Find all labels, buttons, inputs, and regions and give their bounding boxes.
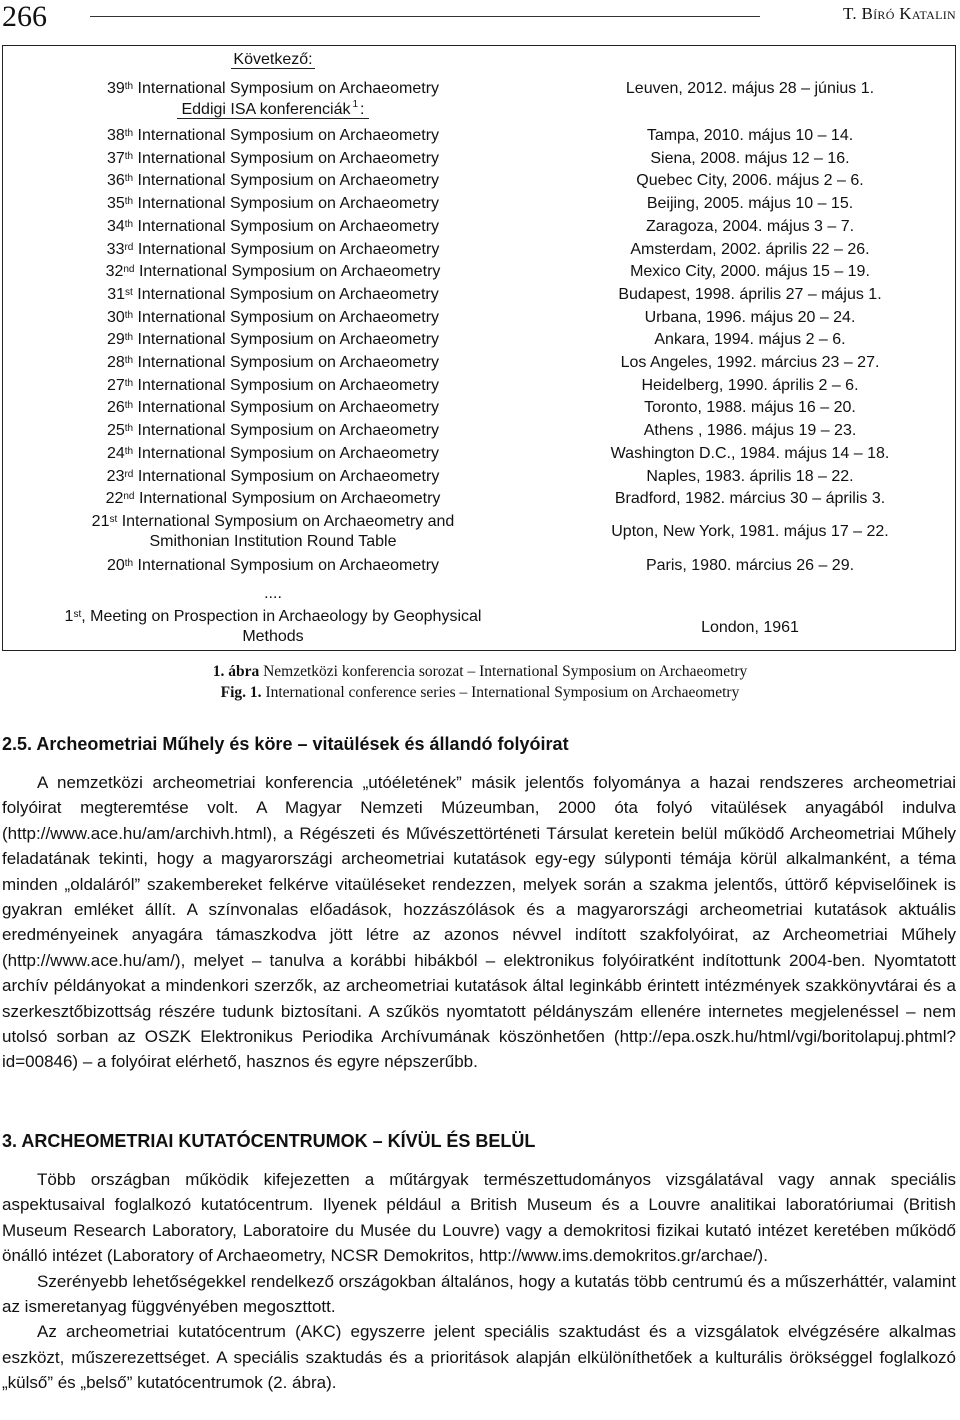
conference-name: 31st International Symposium on Archaeometry [107, 285, 439, 303]
paragraph: A nemzetközi archeometriai konferencia „utóéletének” másik jelentős folyománya a hazai rendszeres archeometriai folyóirat megteremtése volt. A Magyar Nemzeti Múzeumban, 2000 óta folyó vitaülések anyagából indulva (http://www.ace.hu/am/archivh.html), a Régészeti és Művészettörténeti Társulat keretein belül működő Archeometriai Műhely feladatának tekinti, hogy a magyarországi archeometriai kutatások egy-egy súlyponti témája körül alkalmanként, a téma minden „oldaláról” szakembereket felkérve vitaüléseket rendezzen, melyek során a szakma jelentős, úttörő képviselőinek is gyakran emléket állít. A színvonalas előadások, hozzászólások és a magyarországi archeometriai kutatások aktuális eredményeinek anyagára támaszkodva jött létre az azonos névvel indított szakfolyóirat, az Archeometriai Műhely (http://www.ace.hu/am/), melyet – tanulva a korábbi hibákból – elektronikus folyóiratként indítottunk 2004-ben. Nyomtatott archív példányokat a mindenkori szerzők, az archeometriai kutatások által leginkább érintett intézmények szakkönyvtárai és a szerkesztőbizottság részére tudunk biztosítani. A szűkös nyomtatott példányszám ellenére internetes megjelenéssel – nem utolsó sorban az OSZK Elektronikus Periodika Archívumának köszönhetően (http://epa.oszk.hu/html/vgi/boritolapuj.phtml?id=00846) – a folyóirat elérhető, hasznos és egyre népszerűbb. [2, 773, 956, 1072]
row1-place: London, 1961 [701, 619, 799, 636]
caption-hu: 1. ábra Nemzetközi konferencia sorozat – International Symposium on Archaeometry [212, 663, 748, 680]
conference-name: 38th International Symposium on Archaeometry [106, 127, 440, 144]
section-3-body [2, 1167, 956, 1396]
next-label: Következő: [233, 51, 313, 68]
section-2-5-body [2, 770, 956, 1075]
row20-place: Paris, 1980. március 26 – 29. [645, 557, 855, 574]
section-heading-3: 3. ARCHEOMETRIAI KUTATÓCENTRUMOK – KÍVÜL ÉS BELÜL [2, 1131, 536, 1151]
conference-name: 30th International Symposium on Archaeometry [106, 308, 440, 326]
conference-name: 25th International Symposium on Archaeometry [106, 422, 440, 440]
conference-place: Siena, 2008. május 12 – 16. [650, 149, 850, 167]
next-name: 39th International Symposium on Archaeometry [106, 80, 440, 97]
conference-place: Toronto, 1988. május 16 – 20. [644, 399, 856, 417]
conference-place: Budapest, 1998. április 27 – május 1. [618, 285, 882, 303]
conference-place: Washington D.C., 1984. május 14 – 18. [610, 444, 890, 462]
conference-place: Quebec City, 2006. május 2 – 6. [636, 172, 864, 190]
conference-place: Naples, 1983. április 18 – 22. [646, 467, 854, 485]
conference-name: 28th International Symposium on Archaeometry [106, 354, 440, 371]
paragraph: Több országban működik kifejezetten a műtárgyak természettudományos vizsgálatával vagy annak speciális aspektusaival foglalkozó kutatócentrum. Ilyenek például a British Museum és a Louvre analitikai laboratóriumai (British Museum Research Laboratory, Laboratoire du Musée du Louvre) vagy a demokritosi fizikai kutató intézet keretében működő önálló intézet (Laboratory of Archaeometry, NCSR Demokritos, http://www.ims.demokritos.gr/archae/). [2, 1170, 956, 1266]
conference-place: Athens , 1986. május 19 – 23. [643, 422, 857, 440]
previous-label: Eddigi ISA konferenciák $^1$ : [3, 101, 543, 119]
conference-place: Mexico City, 2000. május 15 – 19. [630, 263, 870, 281]
running-title: T. Bíró Katalin [842, 4, 956, 23]
conference-name: 24th International Symposium on Archaeometry [106, 444, 440, 462]
conference-name: 26th International Symposium on Archaeometry [106, 399, 440, 417]
conference-name: 23rd International Symposium on Archaeometry [106, 467, 440, 485]
conference-place: Urbana, 1996. május 20 – 24. [644, 308, 856, 326]
conference-place: Heidelberg, 1990. április 2 – 6. [641, 376, 859, 394]
row20-name: 20th International Symposium on Archaeometry [106, 557, 440, 574]
conference-name: 34th International Symposium on Archaeometry [106, 217, 440, 235]
caption-en: Fig. 1. International conference series – International Symposium on Archaeometry [220, 684, 740, 701]
section-heading-2-5: 2.5. Archeometriai Műhely és köre – vitaülések és állandó folyóirat [2, 734, 569, 754]
paragraph: Az archeometriai kutatócentrum (AKC) egyszerre jelent speciális szaktudást és a vizsgálatok elvégzésére alkalmas eszközt, műszerezettséget. A speciális szaktudás és a prioritások alapján elkülöníthetőek a kulturális örökséggel foglalkozó „külső” és „belső” kutatócentrumok (2. ábra). [2, 1322, 956, 1393]
row21-name: 21st International Symposium on Archaeometry and Smithonian Institution Round Table [91, 513, 455, 550]
conference-name: 35th International Symposium on Archaeometry [106, 195, 440, 213]
conference-place: Bradford, 1982. március 30 – április 3. [614, 490, 886, 508]
conference-name: 27th International Symposium on Archaeometry [106, 376, 440, 394]
next-place: Leuven, 2012. május 28 – június 1. [625, 80, 875, 97]
ellipsis: .... [264, 585, 282, 602]
conference-place: Amsterdam, 2002. április 22 – 26. [630, 240, 870, 258]
conference-place: Los Angeles, 1992. március 23 – 27. [620, 354, 880, 371]
paragraph: Szerényebb lehetőségekkel rendelkező országokban általános, hogy a kutatás több centrumú és a műszerháttér, valamint az ismeretanyag függvényében megoszttott. [2, 1271, 956, 1317]
conference-name: 36th International Symposium on Archaeometry [106, 172, 440, 190]
conference-name: 29th International Symposium on Archaeometry [106, 331, 440, 349]
conference-name: 37th International Symposium on Archaeometry [106, 149, 440, 167]
conference-name: 22nd International Symposium on Archaeometry [105, 490, 441, 508]
page-number: 266 [2, 0, 47, 33]
conference-place: Zaragoza, 2004. május 3 – 7. [645, 217, 855, 235]
conference-place: Beijing, 2005. május 10 – 15. [646, 195, 854, 213]
page-header [0, 0, 960, 40]
row1-name: 1st, Meeting on Prospection in Archaeology by Geophysical Methods [64, 608, 482, 645]
conference-place: Ankara, 1994. május 2 – 6. [654, 331, 846, 349]
conference-name: 32nd International Symposium on Archaeometry [105, 263, 441, 281]
conference-place: Tampa, 2010. május 10 – 14. [646, 127, 854, 144]
conference-table [2, 45, 956, 651]
conference-name: 33rd International Symposium on Archaeometry [106, 240, 440, 258]
header-rule [90, 16, 760, 17]
row21-place: Upton, New York, 1981. május 17 – 22. [611, 523, 889, 540]
